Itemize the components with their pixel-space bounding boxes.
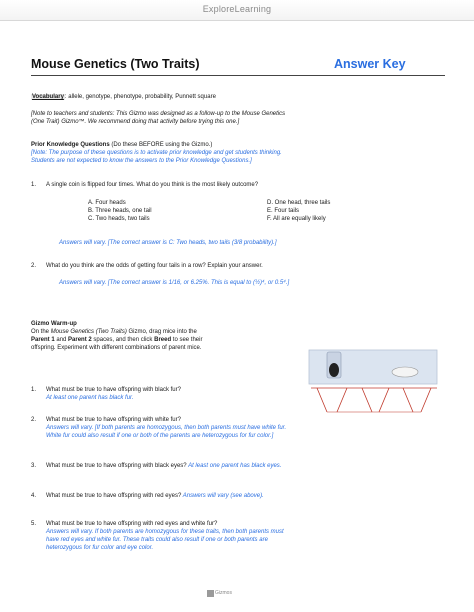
- question-2-answer: Answers will vary. [The correct answer is 1/16, or 6.25%. This is equal to (½)⁴, or 0.5⁴.]: [59, 280, 290, 286]
- warmup-q2-answer-line-1: Answers will vary. [If both parents are homozygous, then both parents must have white fur.: [46, 425, 287, 431]
- warmup-q3-line: [46, 462, 281, 470]
- vocabulary-label: Vocabulary: [32, 94, 64, 100]
- choice-b: B. Three heads, one tail: [88, 208, 152, 214]
- prior-knowledge-instruction: (Do these BEFORE using the Gizmo.): [109, 142, 213, 148]
- vocabulary-terms: : allele, genotype, phenotype, probability, Punnett square: [64, 94, 216, 100]
- warmup-line-2: Parent 1 and Parent 2 spaces, and then click Breed to see their: [31, 337, 203, 343]
- header-bar: [0, 0, 474, 21]
- white-mouse-icon: [392, 367, 418, 377]
- warmup-q5-answer-line-2: have red eyes and white fur. These traits could also result if one or both parents are: [46, 537, 268, 543]
- prior-knowledge-note-2: Students are not expected to know the answers to the Prior Knowledge Questions.]: [31, 158, 252, 164]
- warmup-q5-answer-line-3: heterozygous for fur color and eye color.: [46, 545, 154, 551]
- question-2-text: What do you think are the odds of getting four tails in a row? Explain your answer.: [46, 263, 263, 269]
- warmup-q1-text: What must be true to have offspring with black fur?: [46, 387, 181, 393]
- black-mouse-icon: [329, 363, 339, 377]
- warmup-q1-answer: At least one parent has black fur.: [46, 395, 134, 401]
- warmup-q2-answer-line-2: White fur could also result if one or both of the parents are heterozygous for fur color.]: [46, 433, 274, 439]
- page-title: Mouse Genetics (Two Traits): [31, 57, 200, 71]
- gizmo-breeding-figure: [307, 344, 441, 414]
- question-2-number: 2.: [31, 263, 37, 269]
- answer-key-label: Answer Key: [334, 57, 406, 71]
- teacher-note-line-2: (One Trait) Gizmo™. We recommend doing that activity before trying this one.]: [31, 119, 240, 125]
- warmup-q5-answer-line-1: Answers will vary. If both parents are homozygous for these traits, then both parents must: [46, 529, 284, 535]
- choice-d: D. One head, three tails: [267, 200, 331, 206]
- warmup-q2-number: 2.: [31, 417, 37, 423]
- warmup-heading: Gizmo Warm-up: [31, 321, 77, 327]
- prior-knowledge-note-1: [Note: The purpose of these questions is to activate prior knowledge and get students thinking.: [31, 150, 282, 156]
- question-1-text: A single coin is flipped four times. What do you think is the most likely outcome?: [46, 182, 259, 188]
- warmup-q3-text: What must be true to have offspring with black eyes?: [46, 463, 187, 469]
- warmup-q1-number: 1.: [31, 387, 37, 393]
- choice-f: F. All are equally likely: [267, 216, 326, 222]
- warmup-line-1: On the Mouse Genetics (Two Traits) Gizmo, drag mice into the: [31, 329, 197, 335]
- warmup-q3-number: 3.: [31, 463, 37, 469]
- prior-knowledge-title: Prior Knowledge Questions: [31, 142, 110, 148]
- vocabulary-line: [31, 93, 216, 101]
- prior-knowledge-heading: [31, 141, 212, 149]
- warmup-line-3: offspring. Experiment with different combinations of parent mice.: [31, 345, 202, 351]
- teacher-note-line-1: [Note to teachers and students: This Gizmo was designed as a follow-up to the Mouse Genetics: [31, 111, 286, 117]
- warmup-q5-number: 5.: [31, 521, 37, 527]
- warmup-q3-answer: At least one parent has black eyes.: [186, 463, 282, 469]
- explorelearning-logo: ExploreLearning: [202, 4, 272, 14]
- question-1-number: 1.: [31, 182, 37, 188]
- warmup-q4-text: What must be true to have offspring with red eyes?: [46, 493, 182, 499]
- gizmos-logo-icon: [207, 590, 214, 597]
- warmup-q4-line: [46, 492, 264, 500]
- warmup-q2-text: What must be true to have offspring with white fur?: [46, 417, 181, 423]
- choice-e: E. Four tails: [267, 208, 300, 214]
- gizmos-logo-text: Gizmos: [215, 590, 232, 596]
- warmup-q4-answer: Answers will vary (see above).: [181, 493, 264, 499]
- question-1-answer: Answers will vary. [The correct answer is C: Two heads, two tails (3/8 probability).]: [59, 240, 277, 246]
- warmup-q4-number: 4.: [31, 493, 37, 499]
- warmup-q5-text: What must be true to have offspring with red eyes and white fur?: [46, 521, 218, 527]
- choice-c: C. Two heads, two tails: [88, 216, 150, 222]
- choice-a: A. Four heads: [88, 200, 126, 206]
- title-divider: [31, 75, 445, 76]
